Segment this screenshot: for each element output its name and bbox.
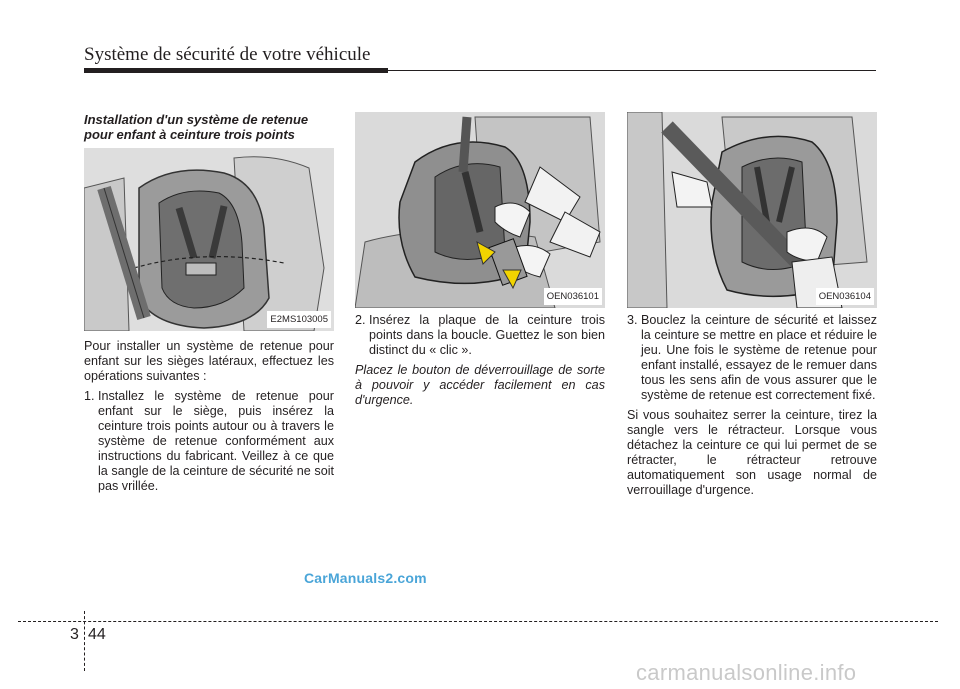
figure-code: OEN036101 [544, 288, 602, 305]
step-text: Bouclez la ceinture de sécurité et laissez la ceinture se mettre en place et réduire le jeu. Une fois le système de retenue pour enfant installé, essayez de le remuer dans tous les sens afin de vous assurer que le système de retenue est correctement fixé. [641, 313, 877, 402]
figure-child-seat-overview [84, 148, 334, 331]
column-2 [355, 112, 605, 408]
figure-code: OEN036104 [816, 288, 874, 305]
section-title: Installation d'un système de retenue pour enfant à ceinture trois points [84, 112, 309, 142]
step-text: Installez le système de retenue pour enfant sur le siège, puis insérez la ceinture trois points autour ou à travers le système de retenue conformément aux instructions du fabricant. Veillez à ce que la sangle de la ceinture de sécurité ne soit pas vrillée. [98, 389, 334, 493]
release-button-note: Placez le bouton de déverrouillage de sorte à pouvoir y accéder facilement en cas d'urgence. [355, 363, 605, 407]
retractor-paragraph: Si vous souhaitez serrer la ceinture, tirez la sangle vers le rétracteur. Lorsque vous détachez la ceinture ce qui lui permet de se rétracter, le rétracteur retrouve automatiquement son usage normal de verrouillage d'urgence. [627, 408, 877, 497]
page-number: 44 [88, 626, 106, 643]
step-number: 2. [355, 313, 366, 327]
footer-rule [18, 621, 938, 622]
step-1 [84, 389, 334, 494]
footer-divider [84, 611, 85, 671]
figure-buckle-insert [355, 112, 605, 308]
figure-code: E2MS103005 [267, 311, 331, 328]
column-3 [627, 112, 877, 498]
buckle-insert-illustration [355, 112, 605, 308]
step-text: Insérez la plaque de la ceinture trois points dans la boucle. Guettez le son bien distinct du « clic ». [369, 313, 605, 357]
step-number: 1. [84, 389, 95, 403]
header-rule-thick [84, 68, 388, 73]
step-2 [355, 313, 605, 358]
figure-belt-tighten [627, 112, 877, 308]
watermark-link[interactable]: CarManuals2.com [304, 570, 427, 586]
chapter-number: 3 [70, 626, 79, 643]
step-3 [627, 313, 877, 403]
page-header-title: Système de sécurité de votre véhicule [84, 44, 371, 65]
footer-brand-link[interactable]: carmanualsonline.info [636, 660, 857, 685]
step-number: 3. [627, 313, 638, 327]
belt-tighten-illustration [627, 112, 877, 308]
column-1 [84, 112, 334, 494]
header-rule-thin [388, 70, 876, 71]
intro-paragraph: Pour installer un système de retenue pour enfant sur les sièges latéraux, effectuez les opérations suivantes : [84, 339, 334, 383]
child-seat-illustration [84, 148, 334, 331]
